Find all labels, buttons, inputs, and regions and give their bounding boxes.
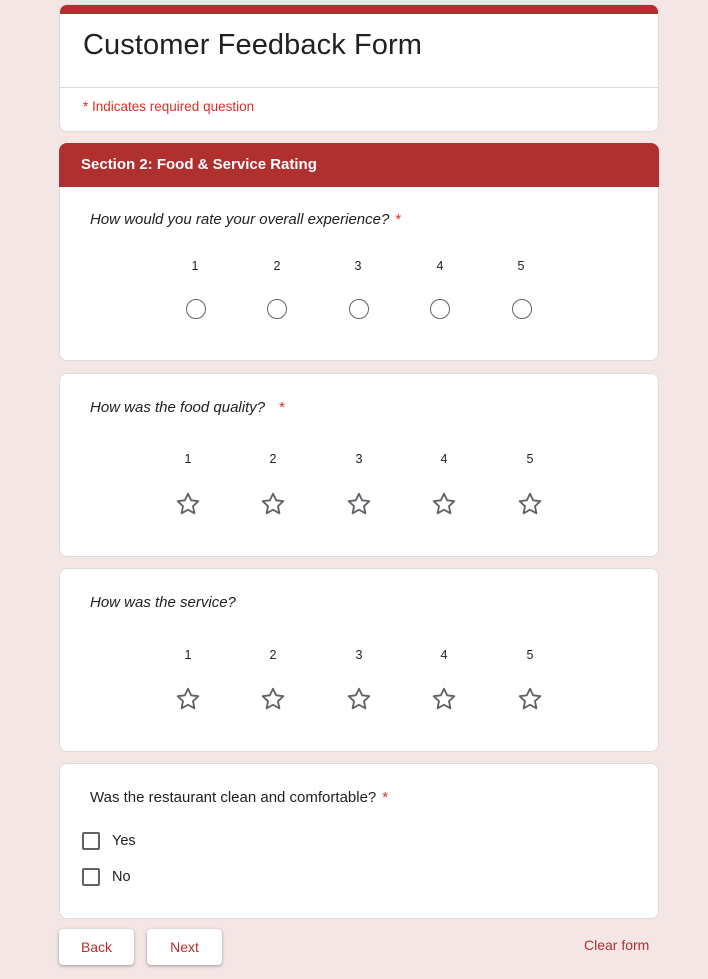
star-icon[interactable] — [346, 686, 372, 712]
radio-option-1[interactable] — [186, 299, 206, 319]
radio-option-3[interactable] — [349, 299, 369, 319]
header-accent-bar — [60, 5, 658, 14]
question-text: How was the food quality? — [90, 399, 266, 416]
scale-label-3: 3 — [355, 452, 363, 466]
scale-label-2: 2 — [273, 259, 281, 273]
checkbox-option-yes[interactable] — [82, 831, 136, 851]
required-asterisk: * — [279, 399, 285, 416]
section-header: Section 2: Food & Service Rating — [59, 143, 659, 189]
back-button[interactable]: Back — [59, 929, 134, 965]
radio-option-2[interactable] — [267, 299, 287, 319]
scale-label-4: 4 — [436, 259, 444, 273]
radio-option-4[interactable] — [430, 299, 450, 319]
question-card-overall-experience — [59, 187, 659, 361]
question-text: How would you rate your overall experience? — [90, 211, 390, 228]
required-note: * Indicates required question — [83, 99, 255, 114]
clear-form-button[interactable]: Clear form — [584, 937, 650, 953]
star-icon[interactable] — [175, 686, 201, 712]
star-icon[interactable] — [260, 686, 286, 712]
star-icon[interactable] — [517, 491, 543, 517]
star-icon[interactable] — [260, 491, 286, 517]
star-icon[interactable] — [431, 686, 457, 712]
scale-label-1: 1 — [184, 452, 192, 466]
radio-option-5[interactable] — [512, 299, 532, 319]
question-text: How was the service? — [90, 594, 236, 611]
scale-label-5: 5 — [526, 648, 534, 662]
question-card-cleanliness — [59, 763, 659, 919]
scale-label-1: 1 — [184, 648, 192, 662]
star-icon[interactable] — [517, 686, 543, 712]
scale-label-3: 3 — [355, 648, 363, 662]
required-asterisk: * — [395, 211, 402, 228]
question-title — [90, 399, 285, 416]
question-title — [90, 211, 401, 228]
scale-label-4: 4 — [440, 648, 448, 662]
checkbox-label-yes: Yes — [112, 833, 136, 849]
question-card-service — [59, 568, 659, 752]
checkbox-no[interactable] — [82, 868, 100, 886]
star-icon[interactable] — [431, 491, 457, 517]
header-divider — [60, 87, 658, 88]
form-header-card — [59, 4, 659, 132]
checkbox-label-no: No — [112, 869, 131, 885]
required-asterisk: * — [382, 789, 389, 806]
question-text: Was the restaurant clean and comfortable? — [90, 789, 377, 806]
checkbox-option-no[interactable] — [82, 867, 131, 887]
question-title — [90, 594, 242, 611]
star-icon[interactable] — [346, 491, 372, 517]
checkbox-yes[interactable] — [82, 832, 100, 850]
scale-label-1: 1 — [191, 259, 199, 273]
next-button[interactable]: Next — [147, 929, 222, 965]
form-title: Customer Feedback Form — [83, 29, 423, 61]
scale-label-5: 5 — [526, 452, 534, 466]
question-title — [90, 789, 388, 806]
star-icon[interactable] — [175, 491, 201, 517]
scale-label-4: 4 — [440, 452, 448, 466]
scale-label-3: 3 — [354, 259, 362, 273]
scale-label-5: 5 — [517, 259, 525, 273]
scale-label-2: 2 — [269, 452, 277, 466]
scale-label-2: 2 — [269, 648, 277, 662]
question-card-food-quality — [59, 373, 659, 557]
